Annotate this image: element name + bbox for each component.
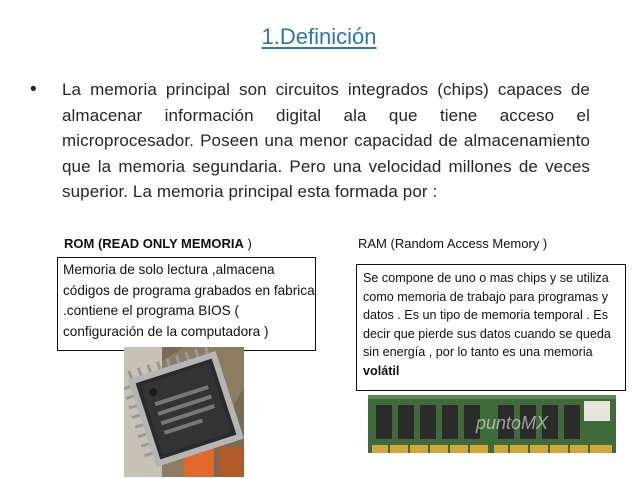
rom-description-box: Memoria de solo lectura ,almacena códigos de programa grabados en fabrica .contiene el programa BIOS ( configuración de la computadora ) <box>57 257 316 351</box>
ram-module-image <box>368 389 616 461</box>
ram-description-box <box>356 264 626 391</box>
ram-description-text: Se compone de uno o mas chips y se utiliza como memoria de trabajo para programas y datos . Es un tipo de memoria temporal . Es decir que pierde sus datos cuando se queda sin energía , por lo tanto es una memoria <box>363 271 611 360</box>
ram-watermark: puntoMX <box>476 413 549 433</box>
bullet-item <box>30 77 590 205</box>
bullet-text: La memoria principal son circuitos integrados (chips) capaces de almacenar información digital ala que tiene acceso el microprocesador. Poseen una menor capacidad de almacenamiento que la memoria segundaria. Pero una velocidad millones de veces superior. La memoria principal esta formada por : <box>62 80 590 202</box>
ram-description-bold: volátil <box>363 363 400 378</box>
rom-label-rest: ) <box>243 236 252 251</box>
rom-label <box>64 236 252 251</box>
bullet-icon: • <box>30 79 37 100</box>
rom-label-bold: ROM (READ ONLY MEMORIA <box>64 236 244 251</box>
ram-label: RAM (Random Access Memory ) <box>358 236 548 251</box>
slide-title: 1.Definición <box>261 24 377 49</box>
chip-image <box>124 347 244 477</box>
